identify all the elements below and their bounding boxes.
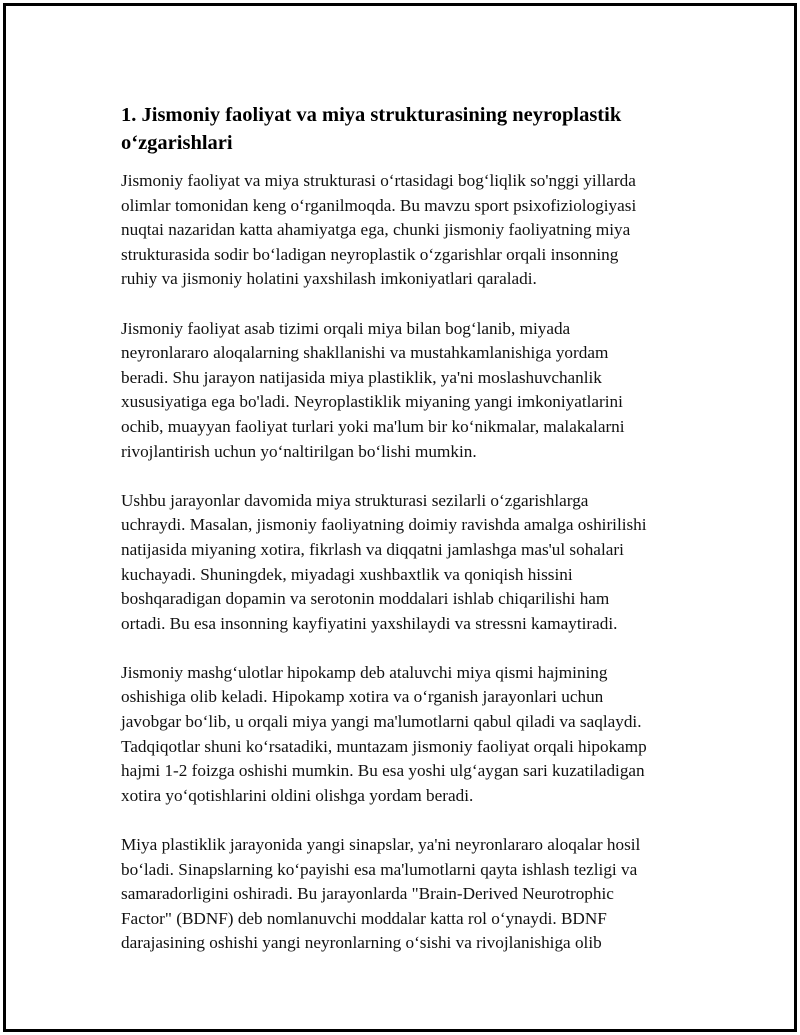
page-frame xyxy=(3,3,797,1032)
paragraph-4: Jismoniy mashg‘ulotlar hipokamp deb ataluvchi miya qismi hajmining oshishiga olib keladi. Hipokamp xotira va o‘rganish jarayonlari uchun javobgar bo‘lib, u orqali miya yangi ma'lumotlarni qabul qiladi va saqlaydi. Tadqiqotlar shuni ko‘rsatadiki, muntazam jismoniy faoliyat orqali hipokamp hajmi 1-2 foizga oshishi mumkin. Bu esa yoshi ulg‘aygan sari kuzatiladigan xotira yo‘qotishlarini oldini olishga yordam beradi. xyxy=(121,662,647,805)
section-heading: 1. Jismoniy faoliyat va miya strukturasining neyroplastik o‘zgarishlari xyxy=(121,104,622,154)
paragraph-3: Ushbu jarayonlar davomida miya strukturasi sezilarli o‘zgarishlarga uchraydi. Masalan, jismoniy faoliyatning doimiy ravishda amalga oshirilishi natijasida miyaning xotira, fikrlash va diqqatni jamlashga mas'ul sohalari kuchayadi. Shuningdek, miyadagi xushbaxtlik va qoniqish hissini boshqaradigan dopamin va serotonin moddalari ishlab chiqarilishi ham ortadi. Bu esa insonning kayfiyatini yaxshilaydi va stressni kamaytiradi. xyxy=(121,490,647,633)
paragraph-5: Miya plastiklik jarayonida yangi sinapslar, ya'ni neyronlararo aloqalar hosil bo‘ladi. Sinapslarning ko‘payishi esa ma'lumotlarni qayta ishlash tezligi va samaradorligini oshiradi. Bu jarayonlarda "Brain-Derived Neurotrophic Factor" (BDNF) deb nomlanuvchi moddalar katta rol o‘ynaydi. BDNF darajasining oshishi yangi neyronlarning o‘sishi va rivojlanishiga olib xyxy=(121,835,641,953)
document-body xyxy=(121,101,696,981)
paragraph-2: Jismoniy faoliyat asab tizimi orqali miya bilan bog‘lanib, miyada neyronlararo aloqalarning shakllanishi va mustahkamlanishiga yordam beradi. Shu jarayon natijasida miya plastiklik, ya'ni moslashuvchanlik xususiyatiga ega bo'ladi. Neyroplastiklik miyaning yangi imkoniyatlarini ochib, muayyan faoliyat turlari yoki ma'lum bir ko‘nikmalar, malakalarni rivojlantirish uchun yo‘naltirilgan bo‘lishi mumkin. xyxy=(121,318,625,461)
paragraph-1: Jismoniy faoliyat va miya strukturasi o‘rtasidagi bog‘liqlik so'nggi yillarda olimlar tomonidan keng o‘rganilmoqda. Bu mavzu sport psixofiziologiyasi nuqtai nazaridan katta ahamiyatga ega, chunki jismoniy faoliyatning miya strukturasida sodir bo‘ladigan neyroplastik o‘zgarishlar orqali insonning ruhiy va jismoniy holatini yaxshilash imkoniyatlari qaraladi. xyxy=(121,171,637,289)
